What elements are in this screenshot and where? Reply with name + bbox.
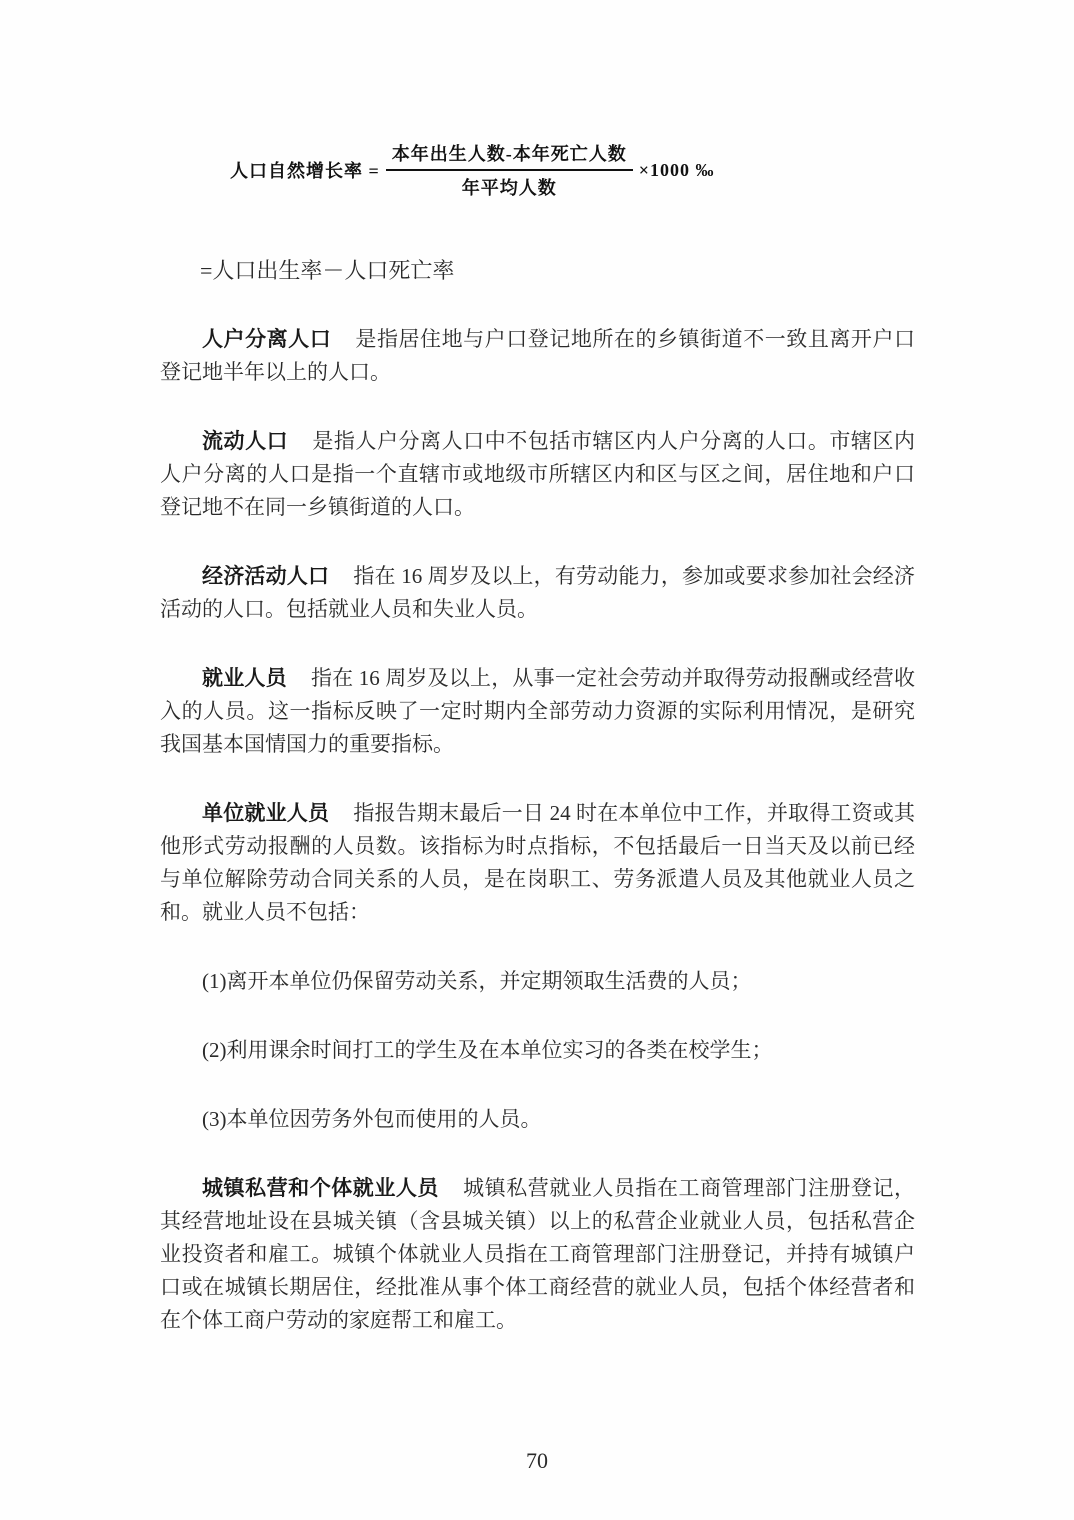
formula-expansion: =人口出生率－人口死亡率	[200, 258, 455, 283]
definition-text: 指在 16 周岁及以上，有劳动能力，参加或要求参加社会经济活动的人口。包括就业人员和失业人员。	[160, 564, 916, 621]
definition-text: 城镇私营就业人员指在工商管理部门注册登记，其经营地址设在县城关镇（含县城关镇）以上的私营企业就业人员，包括私营企业投资者和雇工。城镇个体就业人员指在工商管理部门注册登记，并持有城镇户口或在城镇长期居住，经批准从事个体工商经营的就业人员，包括个体经营者和在个体工商户劳动的家庭帮工和雇工。	[160, 1176, 916, 1332]
definition-text: 指在 16 周岁及以上，从事一定社会劳动并取得劳动报酬或经营收入的人员。这一指标反映了一定时期内全部劳动力资源的实际利用情况，是研究我国基本国情国力的重要指标。	[160, 666, 915, 756]
exclusion-item-2: (2)利用课余时间打工的学生及在本单位实习的各类在校学生；	[202, 1038, 773, 1062]
page-content	[160, 0, 915, 1337]
definition-text: 指报告期末最后一日 24 时在本单位中工作，并取得工资或其他形式劳动报酬的人员数。该指标为时点指标，不包括最后一日当天及以前已经与单位解除劳动合同关系的人员，是在岗职工、劳务派遣人员及其他就业人员之和。就业人员不包括：	[160, 801, 916, 924]
formula-denominator: 年平均人数	[461, 178, 557, 198]
definition-floating-population	[160, 425, 915, 524]
formula-fraction	[386, 140, 633, 200]
definition-term: 经济活动人口	[202, 564, 330, 588]
definition-text: 是指居住地与户口登记地所在的乡镇街道不一致且离开户口登记地半年以上的人口。	[160, 327, 916, 384]
definition-term: 流动人口	[202, 429, 289, 453]
definition-unit-employed-persons	[160, 797, 915, 929]
exclusion-item-3: (3)本单位因劳务外包而使用的人员。	[202, 1107, 542, 1131]
formula-lhs: 人口自然增长率 =	[230, 161, 380, 181]
definition-employed-persons	[160, 662, 915, 761]
definition-economically-active-population	[160, 560, 915, 626]
formula-multiplier: ×1000 ‰	[638, 159, 715, 180]
definition-term: 城镇私营和个体就业人员	[202, 1176, 439, 1200]
exclusion-item-1: (1)离开本单位仍保留劳动关系，并定期领取生活费的人员；	[202, 969, 752, 993]
definition-text: 是指人户分离人口中不包括市辖区内人户分离的人口。市辖区内人户分离的人口是指一个直辖市或地级市所辖区内和区与区之间，居住地和户口登记地不在同一乡镇街道的人口。	[160, 429, 916, 519]
definition-term: 就业人员	[202, 666, 287, 690]
formula-natural-growth-rate	[230, 140, 915, 200]
page-number: 70	[526, 1448, 548, 1473]
definition-term: 单位就业人员	[202, 801, 330, 825]
definition-urban-private-individual-employed	[160, 1172, 915, 1337]
definition-separated-population	[160, 323, 915, 389]
formula-numerator: 本年出生人数-本年死亡人数	[386, 140, 633, 171]
definition-term: 人户分离人口	[202, 327, 332, 351]
